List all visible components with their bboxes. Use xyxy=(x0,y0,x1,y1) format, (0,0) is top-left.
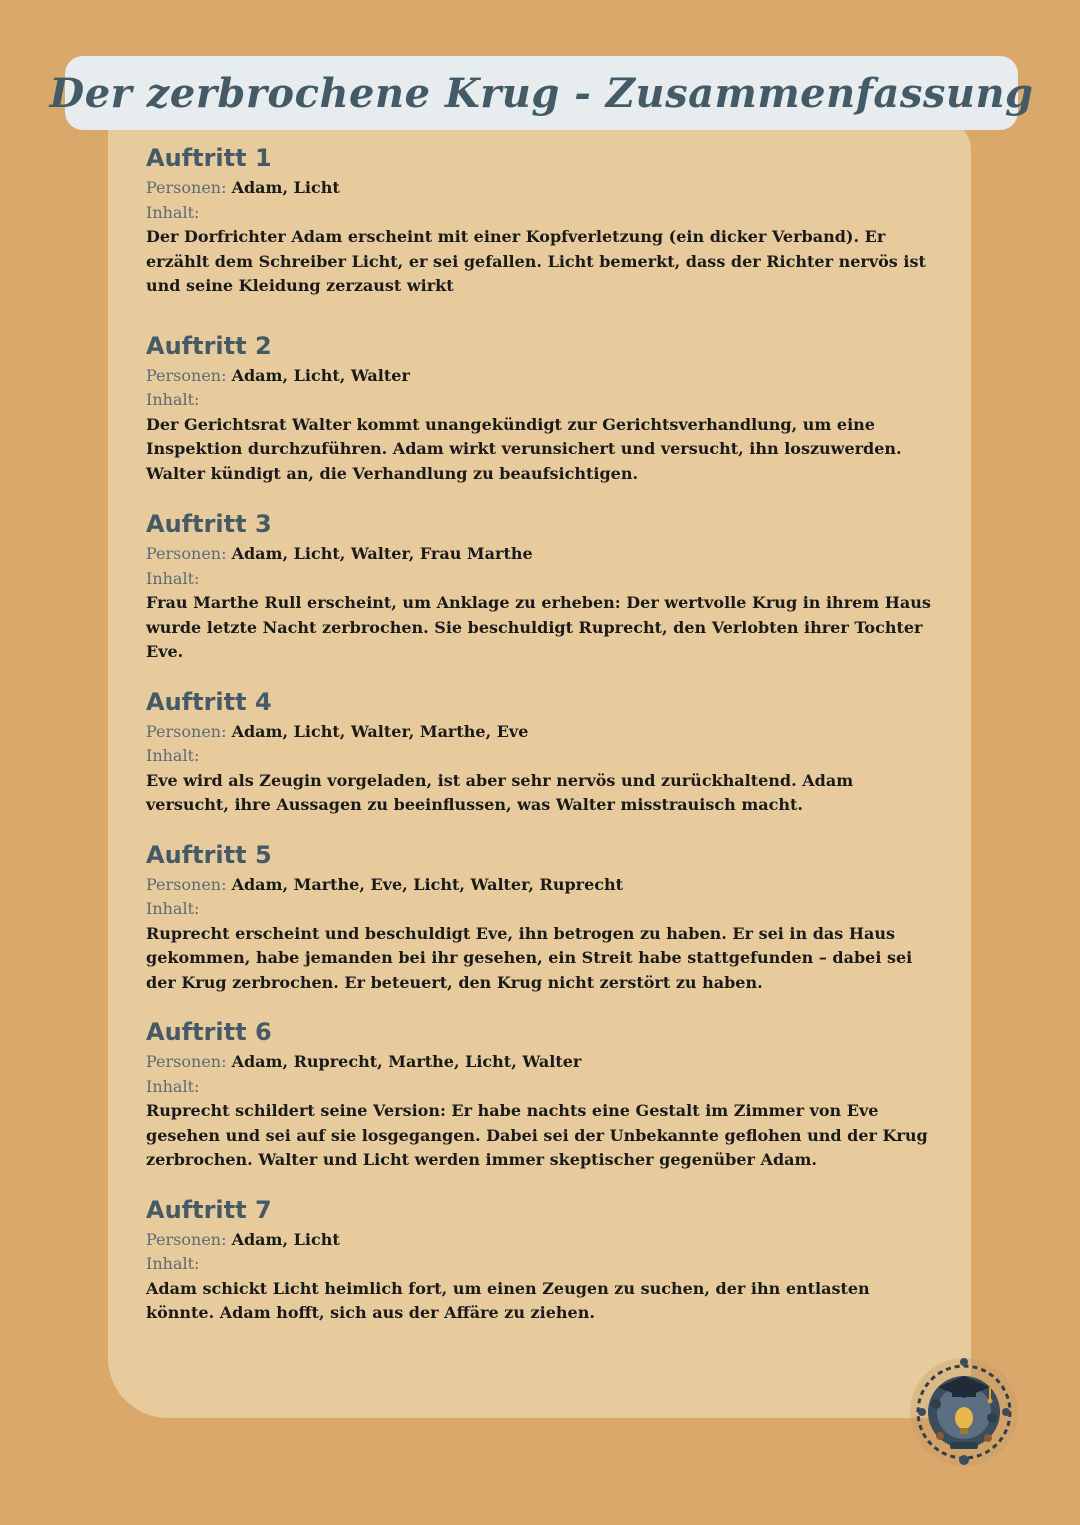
scene-persons xyxy=(146,542,936,567)
content-label: Inhalt: xyxy=(146,202,200,222)
scene-heading: Auftritt 6 xyxy=(146,1018,272,1046)
scene-heading: Auftritt 4 xyxy=(146,687,272,716)
scene-persons xyxy=(146,720,936,745)
persons-label: Personen: xyxy=(146,721,227,741)
persons-label: Personen: xyxy=(146,1229,227,1249)
content-label: Inhalt: xyxy=(146,568,200,588)
persons-value: Adam, Licht xyxy=(231,1229,340,1249)
title-bar xyxy=(49,56,1034,130)
scene-heading: Auftritt 3 xyxy=(146,510,272,538)
scene-4 xyxy=(146,684,936,818)
scene-persons xyxy=(146,364,936,389)
persons-value: Adam, Ruprecht, Marthe, Licht, Walter xyxy=(231,1052,582,1071)
scene-heading: Auftritt 1 xyxy=(146,144,272,172)
persons-value: Adam, Licht, Walter, Frau Marthe xyxy=(231,544,533,563)
scene-1 xyxy=(146,140,936,299)
page-title: Der zerbrochene Krug - Zusammenfassung xyxy=(49,69,1034,117)
scene-persons xyxy=(146,176,936,201)
scene-persons xyxy=(146,873,936,898)
scene-3 xyxy=(146,506,936,665)
scene-2 xyxy=(146,328,936,487)
persons-label: Personen: xyxy=(146,544,227,563)
scene-summary: Ruprecht schildert seine Version: Er habe nachts eine Gestalt im Zimmer von Eve gesehen und sei auf sie losgegangen. Dabei sei der Unbekannte geflohen und der Krug zerbrochen. Walter und Licht werden immer skeptischer gegenüber Adam. xyxy=(146,1101,928,1169)
scene-5 xyxy=(146,837,936,996)
persons-value: Adam, Licht, Walter xyxy=(231,365,410,385)
persons-label: Personen: xyxy=(146,874,227,894)
content-label: Inhalt: xyxy=(146,746,200,765)
education-emblem-icon xyxy=(906,1354,1022,1470)
scene-summary: Adam schickt Licht heimlich fort, um einen Zeugen zu suchen, der ihn entlasten könnte. Adam hofft, sich aus der Affäre zu ziehen. xyxy=(146,1278,870,1322)
persons-value: Adam, Licht xyxy=(231,178,340,197)
scene-list xyxy=(146,140,936,1326)
scene-summary: Ruprecht erscheint und beschuldigt Eve, ihn betrogen zu haben. Er sei in das Haus gekommen, habe jemanden bei ihr gesehen, ein Streit habe stattgefunden – dabei sei der Krug zerbrochen. Er beteuert, den Krug nicht zerstört zu haben. xyxy=(146,923,913,992)
persons-value: Adam, Marthe, Eve, Licht, Walter, Ruprecht xyxy=(231,874,624,894)
persons-label: Personen: xyxy=(146,1052,227,1071)
scene-summary: Frau Marthe Rull erscheint, um Anklage zu erheben: Der wertvolle Krug in ihrem Haus wurde letzte Nacht zerbrochen. Sie beschuldigt Ruprecht, den Verlobten ihrer Tochter Eve. xyxy=(146,593,931,661)
persons-label: Personen: xyxy=(146,178,227,197)
content-label: Inhalt: xyxy=(146,1254,200,1273)
scene-persons xyxy=(146,1228,936,1253)
scene-7 xyxy=(146,1192,936,1326)
content-label: Inhalt: xyxy=(146,390,200,409)
scene-6 xyxy=(146,1014,936,1173)
persons-value: Adam, Licht, Walter, Marthe, Eve xyxy=(231,721,529,741)
persons-label: Personen: xyxy=(146,365,227,385)
content-label: Inhalt: xyxy=(146,1076,200,1096)
scene-heading: Auftritt 7 xyxy=(146,1195,272,1224)
scene-summary: Der Dorfrichter Adam erscheint mit einer Kopfverletzung (ein dicker Verband). Er erzählt dem Schreiber Licht, er sei gefallen. Licht bemerkt, dass der Richter nervös ist und seine Kleidung zerzaust wirkt xyxy=(146,227,926,295)
content-label: Inhalt: xyxy=(146,899,200,918)
scene-heading: Auftritt 5 xyxy=(146,840,272,869)
scene-persons xyxy=(146,1050,936,1075)
scene-heading: Auftritt 2 xyxy=(146,331,272,360)
scene-summary: Der Gerichtsrat Walter kommt unangekündigt zur Gerichtsverhandlung, um eine Inspektion durchzuführen. Adam wirkt verunsichert und versucht, ihn loszuwerden. Walter kündigt an, die Verhandlung zu beaufsichtigen. xyxy=(146,414,902,483)
scene-summary: Eve wird als Zeugin vorgeladen, ist aber sehr nervös und zurückhaltend. Adam versucht, ihre Aussagen zu beeinflussen, was Walter misstrauisch macht. xyxy=(146,770,854,814)
